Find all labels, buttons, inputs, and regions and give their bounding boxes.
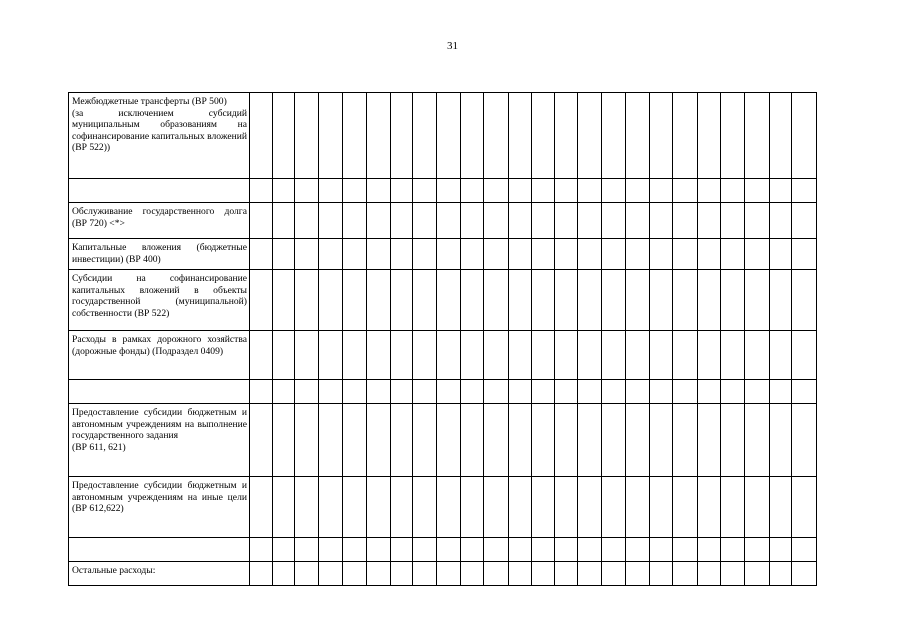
table-cell xyxy=(437,239,461,270)
table-cell xyxy=(343,477,367,538)
table-cell xyxy=(391,331,413,380)
table-cell xyxy=(484,93,509,179)
table-cell xyxy=(413,203,437,239)
table-cell xyxy=(532,562,555,586)
table-cell xyxy=(367,477,391,538)
table-cell xyxy=(650,270,673,331)
table-cell xyxy=(602,538,626,562)
table-cell xyxy=(745,404,770,477)
row-label: Обслуживание государственного долга (ВР 720) <*> xyxy=(69,203,250,239)
table-cell xyxy=(532,380,555,404)
table-cell xyxy=(650,562,673,586)
table-cell xyxy=(792,203,817,239)
table-cell xyxy=(721,203,745,239)
table-cell xyxy=(413,93,437,179)
table-cell xyxy=(602,203,626,239)
table-cell xyxy=(437,93,461,179)
table-cell xyxy=(250,331,273,380)
table-cell xyxy=(391,538,413,562)
table-cell xyxy=(273,380,295,404)
table-cell xyxy=(721,93,745,179)
table-cell xyxy=(532,179,555,203)
table-row xyxy=(69,239,817,270)
table-cell xyxy=(461,239,484,270)
table-cell xyxy=(413,538,437,562)
table-cell xyxy=(626,380,650,404)
table-cell xyxy=(745,93,770,179)
row-label xyxy=(69,380,250,404)
table-cell xyxy=(484,380,509,404)
table-cell xyxy=(532,331,555,380)
table-cell xyxy=(273,179,295,203)
table-cell xyxy=(295,270,319,331)
table-cell xyxy=(626,270,650,331)
table-cell xyxy=(413,562,437,586)
table-cell xyxy=(578,179,602,203)
table-cell xyxy=(673,179,698,203)
table-cell xyxy=(792,331,817,380)
table-cell xyxy=(673,203,698,239)
table-cell xyxy=(343,179,367,203)
table-cell xyxy=(250,404,273,477)
table-cell xyxy=(721,270,745,331)
table-cell xyxy=(602,179,626,203)
table-cell xyxy=(721,562,745,586)
table-cell xyxy=(770,404,792,477)
table-cell xyxy=(745,538,770,562)
table-cell xyxy=(273,477,295,538)
table-cell xyxy=(578,93,602,179)
table-cell xyxy=(413,404,437,477)
table-cell xyxy=(745,331,770,380)
table-cell xyxy=(437,203,461,239)
table-cell xyxy=(509,331,532,380)
table-cell xyxy=(367,538,391,562)
table-cell xyxy=(484,562,509,586)
table-cell xyxy=(626,203,650,239)
table-cell xyxy=(626,477,650,538)
table-cell xyxy=(461,331,484,380)
table-cell xyxy=(555,538,578,562)
table-row xyxy=(69,538,817,562)
table-cell xyxy=(578,239,602,270)
row-label: Предоставление субсидии бюджетным и автономным учреждениям на иные цели (ВР 612,622) xyxy=(69,477,250,538)
row-label: Расходы в рамках дорожного хозяйства (дорожные фонды) (Подраздел 0409) xyxy=(69,331,250,380)
table-row xyxy=(69,270,817,331)
table-cell xyxy=(343,239,367,270)
table-cell xyxy=(509,179,532,203)
table-cell xyxy=(461,477,484,538)
table-cell xyxy=(532,538,555,562)
table-cell xyxy=(673,93,698,179)
table-cell xyxy=(555,179,578,203)
table-cell xyxy=(273,404,295,477)
table-cell xyxy=(367,562,391,586)
table-cell xyxy=(391,179,413,203)
table-cell xyxy=(343,331,367,380)
table-cell xyxy=(413,239,437,270)
table-cell xyxy=(770,93,792,179)
table-cell xyxy=(698,477,721,538)
table-cell xyxy=(250,203,273,239)
table-cell xyxy=(602,270,626,331)
table-cell xyxy=(673,270,698,331)
table-row xyxy=(69,179,817,203)
table-cell xyxy=(626,331,650,380)
table-cell xyxy=(367,93,391,179)
row-label: Субсидии на софинансирование капитальных вложений в объекты государственной (муниципальной) собственности (ВР 522) xyxy=(69,270,250,331)
table-cell xyxy=(721,239,745,270)
table-cell xyxy=(698,179,721,203)
table-cell xyxy=(319,538,343,562)
table-cell xyxy=(319,562,343,586)
table-cell xyxy=(555,404,578,477)
table-row xyxy=(69,562,817,586)
table-cell xyxy=(509,404,532,477)
table-cell xyxy=(413,380,437,404)
table-cell xyxy=(437,477,461,538)
table-cell xyxy=(273,538,295,562)
table-cell xyxy=(555,477,578,538)
table-cell xyxy=(745,239,770,270)
table-cell xyxy=(391,380,413,404)
table-cell xyxy=(578,380,602,404)
table-cell xyxy=(250,380,273,404)
table-cell xyxy=(273,239,295,270)
table-cell xyxy=(770,477,792,538)
table-cell xyxy=(295,93,319,179)
table-cell xyxy=(437,380,461,404)
table-cell xyxy=(626,562,650,586)
row-label: Остальные расходы: xyxy=(69,562,250,586)
table-cell xyxy=(367,239,391,270)
table-cell xyxy=(745,270,770,331)
table-cell xyxy=(319,380,343,404)
table-cell xyxy=(578,331,602,380)
table-cell xyxy=(673,477,698,538)
table-cell xyxy=(413,477,437,538)
table-cell xyxy=(770,270,792,331)
page-number: 31 xyxy=(447,40,458,52)
table-cell xyxy=(650,404,673,477)
table-cell xyxy=(792,380,817,404)
table-cell xyxy=(484,203,509,239)
table-cell xyxy=(745,380,770,404)
table-cell xyxy=(391,270,413,331)
table-cell xyxy=(721,331,745,380)
table-cell xyxy=(555,380,578,404)
table-cell xyxy=(343,203,367,239)
table-cell xyxy=(673,538,698,562)
table-cell xyxy=(273,270,295,331)
table-cell xyxy=(343,562,367,586)
table-cell xyxy=(250,179,273,203)
table-row xyxy=(69,331,817,380)
table-cell xyxy=(626,404,650,477)
table-cell xyxy=(250,538,273,562)
table-cell xyxy=(319,179,343,203)
table-cell xyxy=(295,179,319,203)
table-cell xyxy=(295,538,319,562)
table-cell xyxy=(792,404,817,477)
table-cell xyxy=(367,203,391,239)
table-cell xyxy=(295,477,319,538)
table-cell xyxy=(295,331,319,380)
table-cell xyxy=(532,270,555,331)
table-cell xyxy=(461,562,484,586)
table-cell xyxy=(295,562,319,586)
table-cell xyxy=(250,477,273,538)
table-row xyxy=(69,404,817,477)
table-cell xyxy=(437,270,461,331)
table-cell xyxy=(650,538,673,562)
table-cell xyxy=(532,477,555,538)
table-cell xyxy=(461,380,484,404)
table-cell xyxy=(578,404,602,477)
table-cell xyxy=(602,562,626,586)
table-cell xyxy=(770,538,792,562)
row-label: Межбюджетные трансферты (ВР 500) (за исключением субсидий муниципальным образованиям на софинансирование капитальных вложений (ВР 522)) xyxy=(69,93,250,179)
table-cell xyxy=(484,538,509,562)
table-cell xyxy=(273,93,295,179)
table-cell xyxy=(673,331,698,380)
table-cell xyxy=(367,404,391,477)
table-row xyxy=(69,477,817,538)
table-cell xyxy=(437,404,461,477)
table-cell xyxy=(650,380,673,404)
table-cell xyxy=(509,203,532,239)
table-cell xyxy=(343,93,367,179)
table-cell xyxy=(437,331,461,380)
row-label: Предоставление субсидии бюджетным и автономным учреждениям на выполнение государственного задания (ВР 611, 621) xyxy=(69,404,250,477)
table-cell xyxy=(792,562,817,586)
table-cell xyxy=(792,239,817,270)
table-cell xyxy=(484,270,509,331)
table-cell xyxy=(792,179,817,203)
table-cell xyxy=(698,270,721,331)
table-cell xyxy=(532,203,555,239)
table-cell xyxy=(602,404,626,477)
table-cell xyxy=(745,179,770,203)
table-cell xyxy=(698,239,721,270)
table-cell xyxy=(673,380,698,404)
table-cell xyxy=(770,380,792,404)
table-cell xyxy=(273,203,295,239)
table-cell xyxy=(484,404,509,477)
table-cell xyxy=(698,380,721,404)
table-cell xyxy=(461,179,484,203)
table-cell xyxy=(602,239,626,270)
table-cell xyxy=(461,93,484,179)
table-cell xyxy=(532,239,555,270)
table-cell xyxy=(319,404,343,477)
table-cell xyxy=(698,404,721,477)
table-cell xyxy=(413,270,437,331)
table-cell xyxy=(461,538,484,562)
table-cell xyxy=(698,562,721,586)
table-cell xyxy=(770,239,792,270)
table-cell xyxy=(578,562,602,586)
table-cell xyxy=(555,331,578,380)
table-row xyxy=(69,93,817,179)
table-cell xyxy=(437,179,461,203)
table-cell xyxy=(391,562,413,586)
table-cell xyxy=(745,562,770,586)
table-cell xyxy=(343,404,367,477)
table-cell xyxy=(650,203,673,239)
table-cell xyxy=(319,270,343,331)
table-cell xyxy=(792,477,817,538)
table-cell xyxy=(578,538,602,562)
table-cell xyxy=(509,239,532,270)
table-cell xyxy=(391,239,413,270)
table-cell xyxy=(509,477,532,538)
table-cell xyxy=(721,380,745,404)
table-cell xyxy=(532,93,555,179)
table-cell xyxy=(295,380,319,404)
table-cell xyxy=(792,270,817,331)
table-cell xyxy=(602,477,626,538)
table-cell xyxy=(343,380,367,404)
table-cell xyxy=(721,477,745,538)
table-cell xyxy=(673,239,698,270)
table-cell xyxy=(509,562,532,586)
table-cell xyxy=(319,331,343,380)
table-cell xyxy=(770,203,792,239)
table-cell xyxy=(532,404,555,477)
table-cell xyxy=(273,331,295,380)
row-label xyxy=(69,538,250,562)
table-cell xyxy=(367,270,391,331)
table-cell xyxy=(319,203,343,239)
table-cell xyxy=(673,404,698,477)
table-cell xyxy=(673,562,698,586)
table-cell xyxy=(698,538,721,562)
table-cell xyxy=(319,93,343,179)
table-cell xyxy=(555,239,578,270)
table-cell xyxy=(555,203,578,239)
table-cell xyxy=(413,179,437,203)
table-cell xyxy=(484,239,509,270)
table-row xyxy=(69,203,817,239)
table-cell xyxy=(578,477,602,538)
table-cell xyxy=(391,477,413,538)
table-cell xyxy=(367,179,391,203)
table-cell xyxy=(484,477,509,538)
table-cell xyxy=(602,93,626,179)
table-cell xyxy=(461,270,484,331)
table-row xyxy=(69,380,817,404)
table-cell xyxy=(367,380,391,404)
table-cell xyxy=(650,477,673,538)
table-cell xyxy=(792,93,817,179)
table-cell xyxy=(602,380,626,404)
table-cell xyxy=(319,239,343,270)
table-cell xyxy=(437,562,461,586)
table-cell xyxy=(461,404,484,477)
table-cell xyxy=(509,538,532,562)
table-cell xyxy=(555,93,578,179)
table-cell xyxy=(721,538,745,562)
table-cell xyxy=(626,538,650,562)
table-cell xyxy=(461,203,484,239)
table-cell xyxy=(770,179,792,203)
table-cell xyxy=(698,93,721,179)
table-cell xyxy=(295,404,319,477)
expense-table xyxy=(68,92,817,586)
table-cell xyxy=(295,239,319,270)
table-cell xyxy=(626,179,650,203)
table-cell xyxy=(295,203,319,239)
row-label xyxy=(69,179,250,203)
table-cell xyxy=(509,93,532,179)
table-cell xyxy=(698,331,721,380)
table-cell xyxy=(273,562,295,586)
table-cell xyxy=(250,93,273,179)
table-cell xyxy=(484,331,509,380)
table-cell xyxy=(391,203,413,239)
table-cell xyxy=(484,179,509,203)
table-cell xyxy=(343,538,367,562)
table-cell xyxy=(650,331,673,380)
table-cell xyxy=(391,404,413,477)
table-cell xyxy=(792,538,817,562)
table-cell xyxy=(698,203,721,239)
table-cell xyxy=(343,270,367,331)
table-cell xyxy=(391,93,413,179)
table-cell xyxy=(555,270,578,331)
row-label: Капитальные вложения (бюджетные инвестиции) (ВР 400) xyxy=(69,239,250,270)
table-cell xyxy=(770,562,792,586)
table-cell xyxy=(745,477,770,538)
table-cell xyxy=(509,380,532,404)
table-cell xyxy=(319,477,343,538)
table-cell xyxy=(578,203,602,239)
table-cell xyxy=(721,179,745,203)
table-cell xyxy=(250,239,273,270)
table-cell xyxy=(770,331,792,380)
table-cell xyxy=(650,93,673,179)
table-cell xyxy=(250,562,273,586)
table-cell xyxy=(602,331,626,380)
table-cell xyxy=(650,239,673,270)
table-cell xyxy=(626,239,650,270)
table-cell xyxy=(578,270,602,331)
table-cell xyxy=(413,331,437,380)
table-cell xyxy=(250,270,273,331)
table-cell xyxy=(745,203,770,239)
table-cell xyxy=(509,270,532,331)
table-cell xyxy=(626,93,650,179)
table-cell xyxy=(437,538,461,562)
table-cell xyxy=(721,404,745,477)
table-cell xyxy=(367,331,391,380)
table-cell xyxy=(650,179,673,203)
table-cell xyxy=(555,562,578,586)
